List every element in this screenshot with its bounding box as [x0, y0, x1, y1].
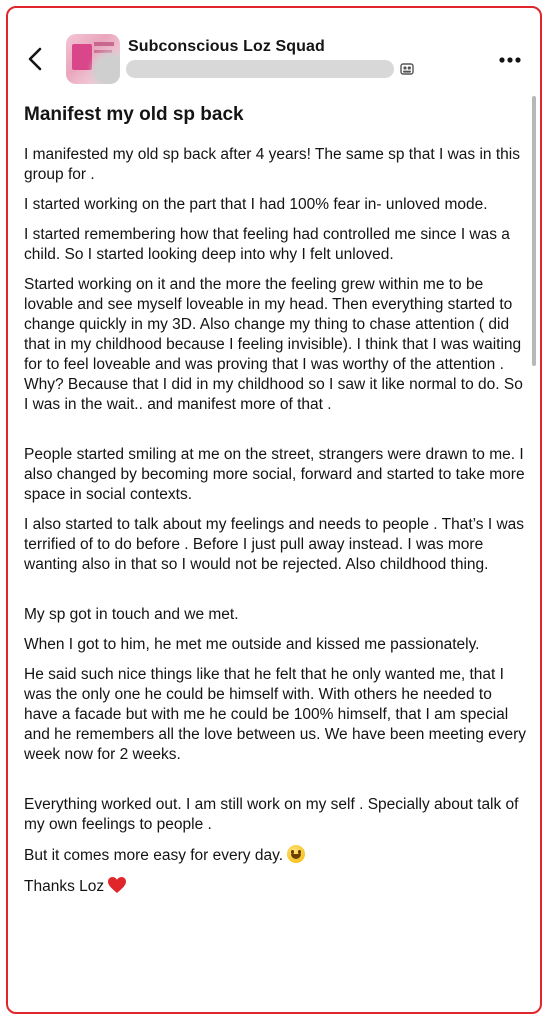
paragraph-text: Thanks Loz	[24, 878, 105, 895]
author-avatar-blurred	[92, 52, 120, 84]
paragraph: My sp got in touch and we met.	[24, 606, 239, 623]
paragraph: He said such nice things like that he felt that he only wanted me, that I was the only one he could be himself with. With others he needed to have a facade but with me he could be 100% himself, that I am special and he remembers all the love between us. We have been meeting every week now for 2 weeks.	[24, 666, 527, 763]
paragraph: When I got to him, he met me outside and kissed me passionately.	[24, 636, 480, 653]
more-horizontal-icon	[496, 50, 526, 70]
paragraph: I started working on the part that I had 100% fear in- unloved mode.	[24, 196, 488, 213]
paragraph: Everything worked out. I am still work on my self . Specially about talk of my own feelings to people .	[24, 796, 519, 833]
group-name[interactable]: Subconscious Loz Squad	[128, 38, 325, 55]
author-meta-redacted	[126, 60, 394, 78]
group-avatar[interactable]	[66, 34, 120, 84]
post-header	[8, 8, 540, 92]
back-button[interactable]	[24, 44, 48, 74]
post-body	[24, 145, 528, 897]
paragraph: I also started to talk about my feelings and needs to people . That’s I was terrified of to do before . Before I just pull away instead. I was more wanting also in that so I would not be rejected. Also childhood thing.	[24, 516, 525, 573]
scrollbar[interactable]	[532, 96, 536, 366]
paragraph-with-emoji	[24, 876, 528, 897]
post-title: Manifest my old sp back	[24, 104, 244, 125]
paragraph: I started remembering how that feeling had controlled me since I was a child. So I started looking deep into why I felt unloved.	[24, 226, 510, 263]
grinning-face-icon	[287, 845, 305, 863]
post-frame	[6, 6, 542, 1014]
paragraph: Started working on it and the more the feeling grew within me to be lovable and see myself loveable in my head. Then everything started to change quickly in my 3D. Also change my thing to chase attention ( did that in my childhood because I feeling invisible). I think that I was waiting for to feel loveable and was proving that I was worthy of the attention . Why? Because that I did in my childhood so I saw it like normal to do. So I was in the wait.. and manifest more of that .	[24, 276, 523, 413]
paragraph: I manifested my old sp back after 4 years! The same sp that I was in this group for .	[24, 146, 520, 183]
paragraph-text: But it comes more easy for every day.	[24, 847, 284, 864]
group-badge-icon	[400, 62, 414, 76]
paragraph-with-emoji	[24, 845, 528, 866]
chevron-left-icon	[24, 44, 48, 74]
paragraph: People started smiling at me on the street, strangers were drawn to me. I also changed by becoming more social, forward and started to take more space in social contexts.	[24, 446, 525, 503]
red-heart-icon	[107, 876, 127, 894]
more-options-button[interactable]	[496, 50, 526, 70]
